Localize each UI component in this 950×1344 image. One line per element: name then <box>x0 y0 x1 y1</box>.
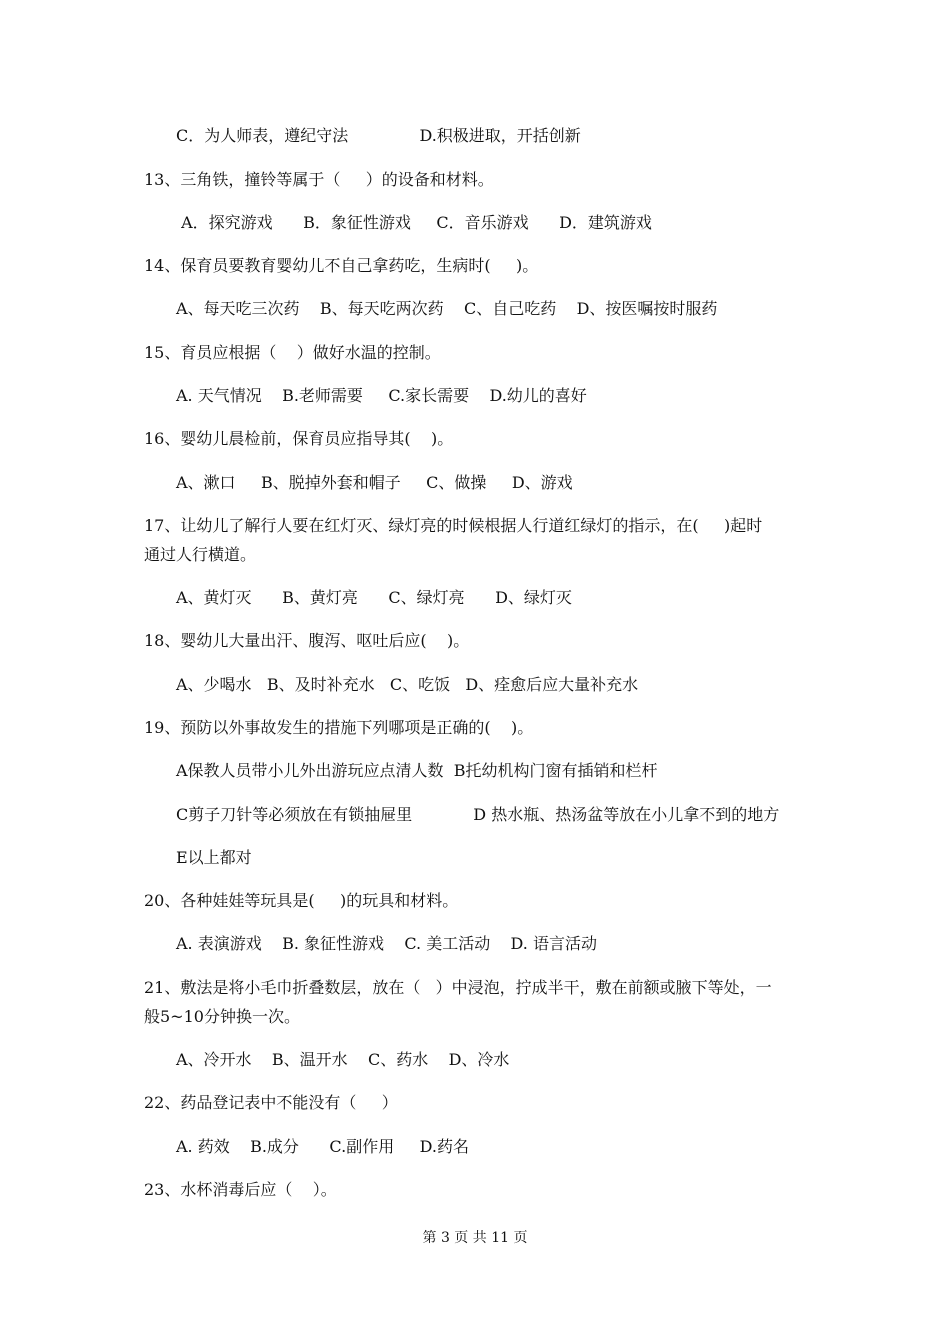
question-21-line-2: 般5~10分钟换一次。 <box>144 1007 300 1026</box>
question-16: 16、婴幼儿晨检前，保育员应指导其( )。 <box>144 429 454 448</box>
q13-options: A．探究游戏 B．象征性游戏 C．音乐游戏 D．建筑游戏 <box>176 213 652 232</box>
question-21-line-1: 21、敷法是将小毛巾折叠数层，放在（ ）中浸泡，拧成半干，敷在前额或腋下等处，一 <box>144 978 772 997</box>
q14-options: A、每天吃三次药 B、每天吃两次药 C、自己吃药 D、按医嘱按时服药 <box>176 299 718 318</box>
question-19: 19、预防以外事故发生的措施下列哪项是正确的( )。 <box>144 718 534 737</box>
question-18: 18、婴幼儿大量出汗、腹泻、呕吐后应( )。 <box>144 631 470 650</box>
q17-options: A、黄灯灭 B、黄灯亮 C、绿灯亮 D、绿灯灭 <box>176 588 572 607</box>
question-17-line-1: 17、让幼儿了解行人要在红灯灭、绿灯亮的时候根据人行道红绿灯的指示，在( )起时 <box>144 516 763 535</box>
q19-options-ab: A保教人员带小儿外出游玩应点清人数 B托幼机构门窗有插销和栏杆 <box>176 761 658 780</box>
question-22: 22、药品登记表中不能没有（ ） <box>144 1093 398 1112</box>
question-20: 20、各种娃娃等玩具是( )的玩具和材料。 <box>144 891 459 910</box>
q21-options: A、冷开水 B、温开水 C、药水 D、冷水 <box>176 1050 510 1069</box>
q22-options: A. 药效 B.成分 C.副作用 D.药名 <box>176 1137 469 1156</box>
question-17-line-2: 通过人行横道。 <box>144 545 257 564</box>
q19-options-cd: C剪子刀针等必须放在有锁抽屉里 D 热水瓶、热汤盆等放在小儿拿不到的地方 <box>176 805 780 824</box>
q16-options: A、漱口 B、脱掉外套和帽子 C、做操 D、游戏 <box>176 473 573 492</box>
q18-options: A、少喝水 B、及时补充水 C、吃饭 D、痊愈后应大量补充水 <box>176 675 639 694</box>
q20-options: A. 表演游戏 B. 象征性游戏 C. 美工活动 D. 语言活动 <box>176 934 597 953</box>
page-footer: 第 3 页 共 11 页 <box>422 1230 528 1246</box>
question-23: 23、水杯消毒后应（ ）。 <box>144 1180 337 1199</box>
q19-option-e: E以上都对 <box>176 848 252 867</box>
question-15: 15、育员应根据（ ）做好水温的控制。 <box>144 343 441 362</box>
question-14: 14、保育员要教育婴幼儿不自己拿药吃，生病时( )。 <box>144 256 539 275</box>
q15-options: A. 天气情况 B.老师需要 C.家长需要 D.幼儿的喜好 <box>176 386 587 405</box>
question-13: 13、三角铁，撞铃等属于（ ）的设备和材料。 <box>144 170 494 189</box>
q12-options-cd: C．为人师表，遵纪守法 D.积极进取，开括创新 <box>176 126 581 145</box>
